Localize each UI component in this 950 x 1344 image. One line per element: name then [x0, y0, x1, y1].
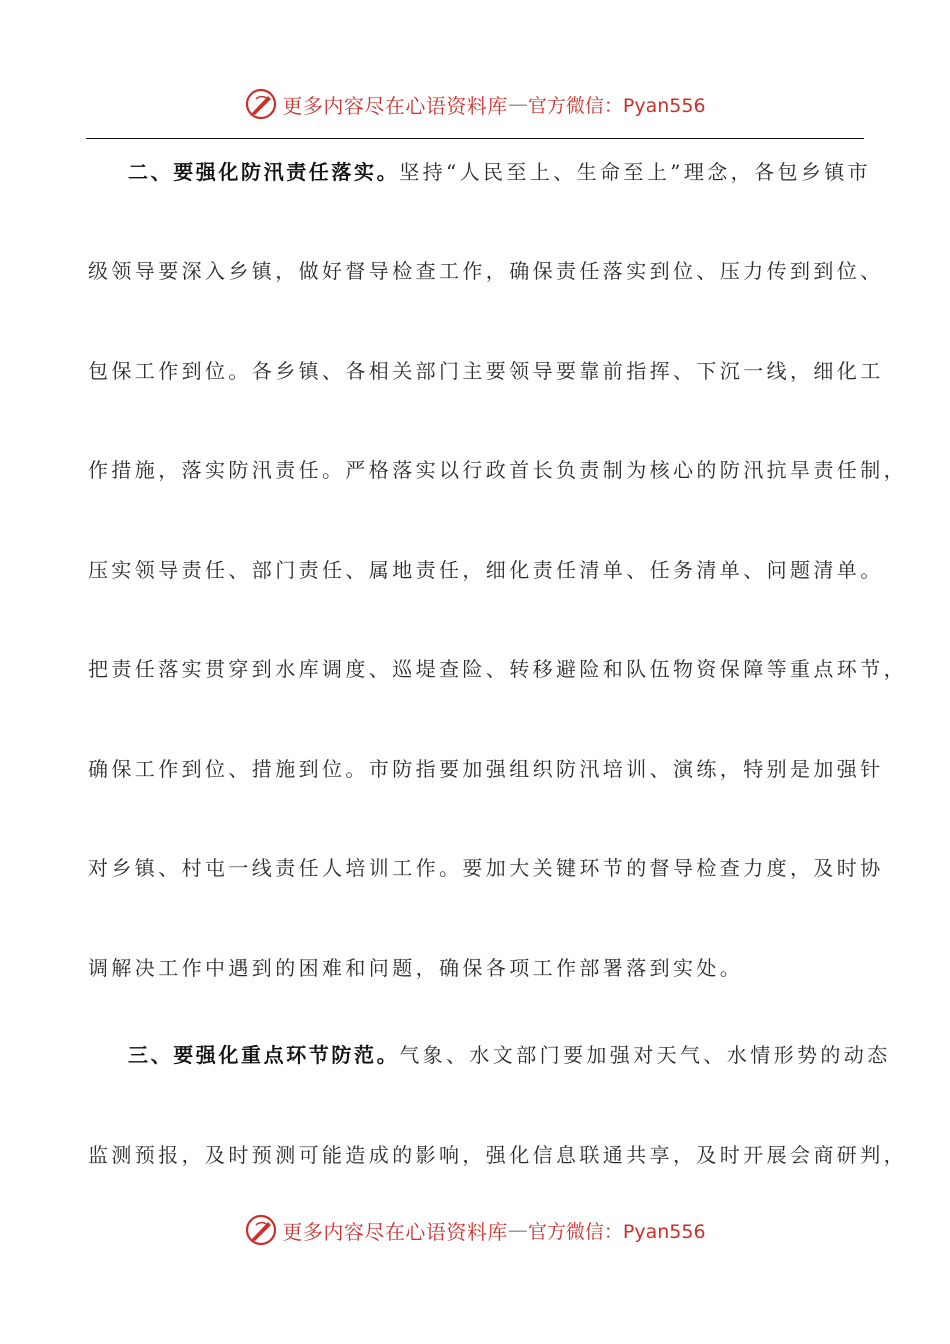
- paragraph-text: 坚持“人民至上、生命至上”理念，各包乡镇市: [399, 160, 872, 184]
- paragraph-line: 监测预报，及时预测可能造成的影响，强化信息联通共享，及时开展会商研判，: [88, 1143, 907, 1167]
- paragraph-line: 压实领导责任、部门责任、属地责任，细化责任清单、任务清单、问题清单。: [88, 558, 884, 582]
- banner-text: 更多内容尽在心语资料库: [282, 93, 508, 118]
- paragraph-line: 包保工作到位。各乡镇、各相关部门主要领导要靠前指挥、下沉一线，细化工: [88, 359, 884, 383]
- section-heading: 三、要强化重点环节防范。: [128, 1043, 400, 1067]
- paragraph-line: 确保工作到位、措施到位。市防指要加强组织防汛培训、演练，特别是加强针: [88, 757, 884, 781]
- footer-banner: [0, 1210, 950, 1250]
- paragraph-line: 作措施，落实防汛责任。严格落实以行政首长负责制为核心的防汛抗旱责任制，: [88, 458, 907, 482]
- paragraph-text: 气象、水文部门要加强对天气、水情形势的动态: [399, 1043, 891, 1067]
- paragraph-line: 级领导要深入乡镇，做好督导检查工作，确保责任落实到位、压力传到到位、: [88, 259, 884, 283]
- banner-dash: —: [507, 92, 528, 116]
- banner-dash: —: [507, 1218, 528, 1242]
- banner-contact: 官方微信：Pyan556: [527, 94, 706, 117]
- pen-logo-icon: [244, 1213, 278, 1247]
- paragraph-line: [128, 158, 878, 186]
- banner-contact: 官方微信：Pyan556: [527, 1220, 706, 1243]
- paragraph-line: 对乡镇、村屯一线责任人培训工作。要加大关键环节的督导检查力度，及时协: [88, 856, 884, 880]
- header-banner: [0, 84, 950, 124]
- paragraph-line: [128, 1041, 891, 1069]
- paragraph-line: 调解决工作中遇到的困难和问题，确保各项工作部署落到实处。: [88, 956, 744, 980]
- paragraph-line: 把责任落实贯穿到水库调度、巡堤查险、转移避险和队伍物资保障等重点环节，: [88, 657, 907, 681]
- banner-text: 更多内容尽在心语资料库: [282, 1219, 508, 1244]
- header-divider: [86, 138, 864, 139]
- section-heading: 二、要强化防汛责任落实。: [128, 160, 400, 184]
- pen-logo-icon: [244, 87, 278, 121]
